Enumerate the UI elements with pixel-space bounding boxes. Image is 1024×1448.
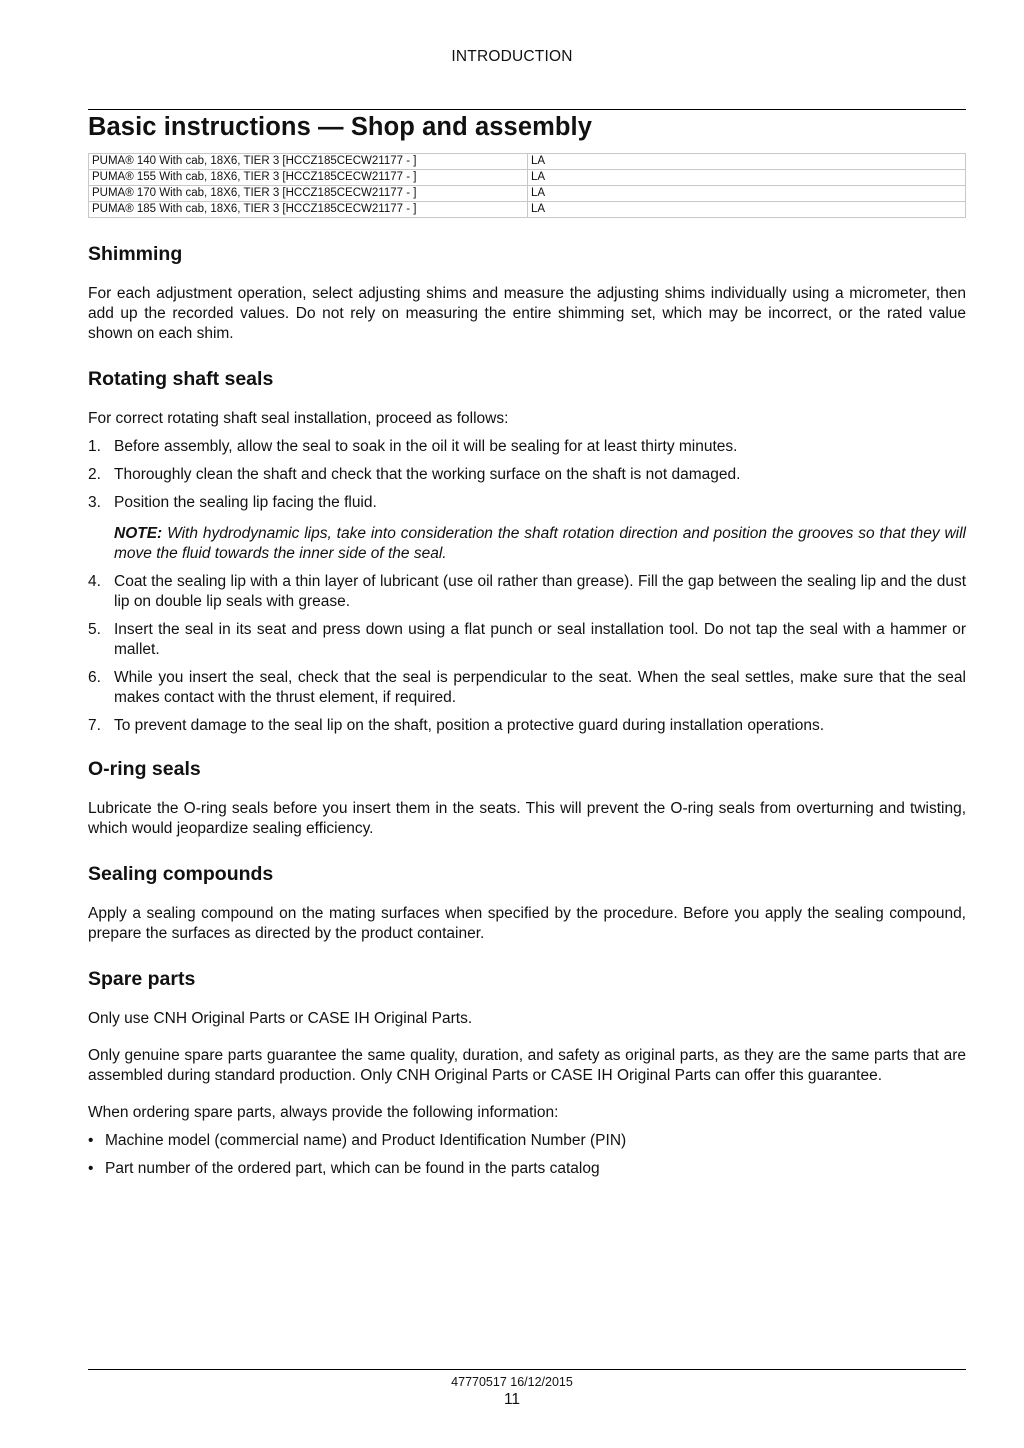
- paragraph: Apply a sealing compound on the mating surfaces when specified by the procedure. Before you apply the sealing compound, prepare the surfaces as directed by the product container.: [88, 905, 966, 942]
- step-text: Insert the seal in its seat and press down using a flat punch or seal installation tool. Do not tap the seal with a hammer or mallet.: [114, 621, 966, 658]
- page-title: Basic instructions — Shop and assembly: [88, 113, 593, 141]
- list-item: [88, 620, 966, 660]
- section-heading: Spare parts: [88, 968, 196, 990]
- footer-divider: [88, 1369, 966, 1370]
- step-number: 1.: [88, 438, 101, 455]
- table-row: [89, 186, 966, 202]
- section-spare-parts: [88, 965, 966, 1179]
- paragraph: When ordering spare parts, always provide the following information:: [88, 1104, 559, 1121]
- list-item: [88, 437, 966, 457]
- section-heading: O-ring seals: [88, 758, 201, 780]
- section-heading: Sealing compounds: [88, 863, 274, 885]
- document-id: 47770517 16/12/2015: [451, 1375, 573, 1389]
- model-cell: PUMA® 170 With cab, 18X6, TIER 3 [HCCZ185CECW21177 - ]: [89, 186, 528, 202]
- bullet-text: Machine model (commercial name) and Product Identification Number (PIN): [105, 1132, 627, 1149]
- step-number: 3.: [88, 494, 101, 511]
- list-item: [88, 668, 966, 708]
- note-block: [88, 524, 966, 564]
- step-number: 4.: [88, 573, 101, 590]
- step-text: Coat the sealing lip with a thin layer of lubricant (use oil rather than grease). Fill the gap between the sealing lip and the dust lip on double lip seals with grease.: [114, 573, 966, 610]
- header-divider: [88, 109, 966, 110]
- bullet-icon: •: [88, 1132, 94, 1149]
- list-item: [88, 572, 966, 612]
- info-list: [88, 1131, 966, 1179]
- step-text: Position the sealing lip facing the fluid.: [114, 494, 377, 511]
- note: [88, 524, 966, 564]
- region-cell: LA: [528, 186, 966, 202]
- step-text: To prevent damage to the seal lip on the shaft, position a protective guard during installation operations.: [114, 717, 825, 734]
- model-cell: PUMA® 155 With cab, 18X6, TIER 3 [HCCZ185CECW21177 - ]: [89, 170, 528, 186]
- step-number: 2.: [88, 466, 101, 483]
- bullet-icon: •: [88, 1160, 94, 1177]
- paragraph: For correct rotating shaft seal installation, proceed as follows:: [88, 410, 509, 427]
- section-sealing-compounds: [88, 860, 966, 944]
- region-cell: LA: [528, 170, 966, 186]
- region-cell: LA: [528, 154, 966, 170]
- step-number: 6.: [88, 669, 101, 686]
- running-header: INTRODUCTION: [451, 48, 573, 65]
- section-heading: Rotating shaft seals: [88, 368, 274, 390]
- bullet-text: Part number of the ordered part, which can be found in the parts catalog: [105, 1160, 600, 1177]
- note-label: NOTE:: [114, 525, 163, 542]
- document-body: [88, 240, 966, 1179]
- section-shimming: [88, 240, 966, 344]
- table-row: [89, 170, 966, 186]
- list-item: [88, 1159, 966, 1179]
- step-number: 5.: [88, 621, 101, 638]
- list-item: [88, 465, 966, 485]
- section-o-ring-seals: [88, 755, 966, 839]
- page-number: 11: [503, 1391, 521, 1408]
- step-number: 7.: [88, 717, 101, 734]
- step-text: Thoroughly clean the shaft and check that the working surface on the shaft is not damaged.: [114, 466, 741, 483]
- model-applicability-table: [88, 153, 966, 218]
- model-cell: PUMA® 140 With cab, 18X6, TIER 3 [HCCZ185CECW21177 - ]: [89, 154, 528, 170]
- paragraph: Lubricate the O-ring seals before you insert them in the seats. This will prevent the O-ring seals from overturning and twisting, which would jeopardize sealing efficiency.: [88, 800, 966, 837]
- step-text: While you insert the seal, check that the seal is perpendicular to the seat. When the seal settles, make sure that the seal makes contact with the thrust element, if required.: [114, 669, 966, 706]
- list-item: [88, 1131, 966, 1151]
- list-item: [88, 716, 966, 736]
- procedure-steps: [88, 437, 966, 736]
- region-cell: LA: [528, 202, 966, 218]
- paragraph: For each adjustment operation, select adjusting shims and measure the adjusting shims individually using a micrometer, then add up the recorded values. Do not rely on measuring the entire shimming set, which may be incorrect, or the rated value shown on each shim.: [88, 285, 966, 342]
- list-item: [88, 493, 966, 513]
- section-heading: Shimming: [88, 243, 183, 265]
- step-text: Before assembly, allow the seal to soak in the oil it will be sealing for at least thirty minutes.: [114, 438, 738, 455]
- paragraph: Only use CNH Original Parts or CASE IH Original Parts.: [88, 1010, 473, 1027]
- section-rotating-shaft-seals: [88, 365, 966, 736]
- note-text: With hydrodynamic lips, take into consideration the shaft rotation direction and position the grooves so that they will move the fluid towards the inner side of the seal.: [114, 525, 966, 562]
- table-row: [89, 202, 966, 218]
- table-row: [89, 154, 966, 170]
- model-cell: PUMA® 185 With cab, 18X6, TIER 3 [HCCZ185CECW21177 - ]: [89, 202, 528, 218]
- paragraph: Only genuine spare parts guarantee the same quality, duration, and safety as original parts, as they are the same parts that are assembled during standard production. Only CNH Original Parts or CASE IH Original Parts can offer this guarantee.: [88, 1047, 966, 1084]
